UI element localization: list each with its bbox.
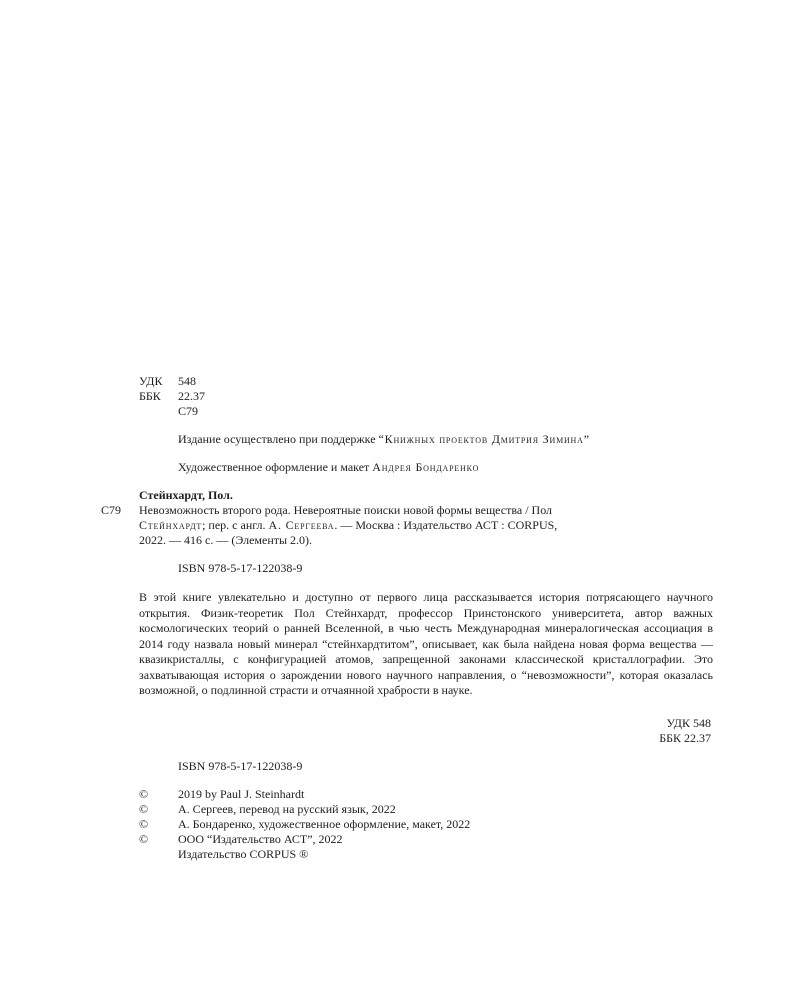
copyright-symbol: © bbox=[139, 802, 149, 816]
design-note-name: Андрея Бондаренко bbox=[372, 460, 480, 474]
copyright-symbol: © bbox=[139, 787, 149, 801]
bib-author-mark: С79 bbox=[101, 503, 122, 517]
design-note-prefix: Художественное оформление и макет bbox=[178, 460, 370, 474]
isbn-bottom: ISBN 978-5-17-122038-9 bbox=[178, 759, 303, 773]
copyright-symbol: © bbox=[139, 817, 149, 831]
bib-title-line: Невозможность второго рода. Невероятные поиски новой формы вещества / Пол bbox=[139, 503, 553, 517]
udk-value: 548 bbox=[178, 374, 196, 388]
copyright-line: А. Сергеев, перевод на русский язык, 2022 bbox=[178, 802, 396, 816]
index-bbk: ББК 22.37 bbox=[659, 731, 711, 745]
copyright-symbol: © bbox=[139, 832, 149, 846]
bib-line-2 bbox=[139, 518, 557, 533]
support-note bbox=[178, 432, 590, 447]
copyright-line: 2019 by Paul J. Steinhardt bbox=[178, 787, 305, 801]
udk-label: УДК bbox=[139, 374, 163, 388]
support-note-prefix: Издание осуществлено при поддержке bbox=[178, 432, 376, 446]
copyright-line: А. Бондаренко, художественное оформление, макет, 2022 bbox=[178, 817, 471, 831]
bib-translation: ; пер. с англ. bbox=[202, 518, 266, 532]
bib-translator: А. Сергеева bbox=[268, 518, 335, 532]
bib-author: Стейнхардт, Пол. bbox=[139, 488, 233, 502]
support-note-name: “Книжных проектов Дмитрия Зимина” bbox=[378, 432, 590, 446]
bbk-value: 22.37 bbox=[178, 389, 205, 403]
bib-publisher: . — Москва : Издательство АСТ : CORPUS, bbox=[334, 518, 558, 532]
bib-author-name: Стейнхардт bbox=[139, 518, 203, 532]
bib-line-3: 2022. — 416 с. — (Элементы 2.0). bbox=[139, 533, 313, 547]
author-mark: С79 bbox=[178, 404, 199, 418]
index-udk: УДК 548 bbox=[666, 716, 711, 730]
bib-isbn: ISBN 978-5-17-122038-9 bbox=[178, 561, 303, 575]
design-note bbox=[178, 460, 479, 475]
bbk-label: ББК bbox=[139, 389, 161, 403]
annotation-paragraph: В этой книге увлекательно и доступно от первого лица рассказывается история потрясающего научного открытия. Физик-теоретик Пол Стейнхардт, профессор Принстонского университета, автор важных космологических теорий о ранней Вселенной, в чью честь Международная минералогическая ассоциация в 2014 году назвала новый минерал “стейнхардтитом”, описывает, как была найдена новая форма вещества — квазикристаллы, с конфигурацией атомов, запрещенной законами классической кристаллографии. Это захватывающая история о зарождении нового научного направления, о “невозможности”, которая оказалась возможной, о подлинной страсти и отчаянной храбрости в науке. bbox=[139, 590, 713, 697]
publisher-line: Издательство CORPUS ® bbox=[178, 847, 309, 861]
copyright-line: ООО “Издательство АСТ”, 2022 bbox=[178, 832, 343, 846]
